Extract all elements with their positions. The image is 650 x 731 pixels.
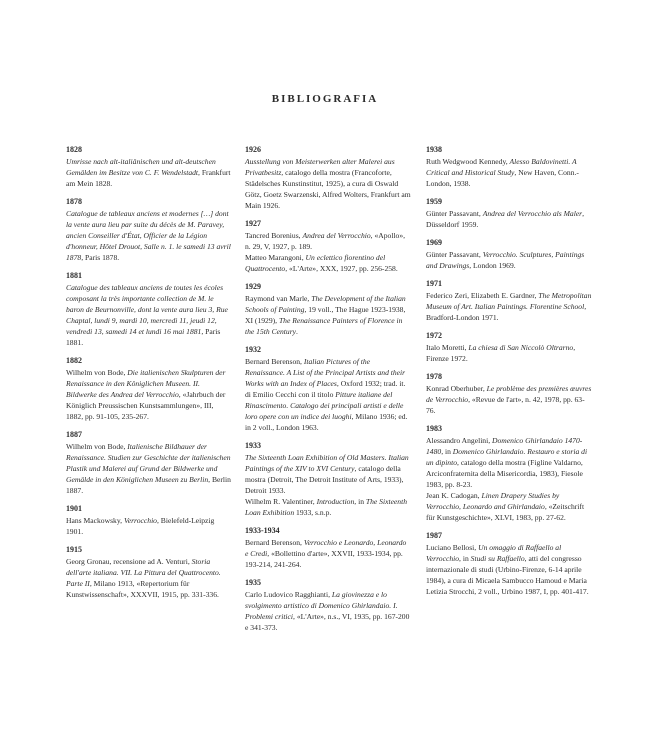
reference-text: [66, 515, 232, 537]
reference-segment: , in: [459, 554, 471, 563]
reference-text: [245, 356, 411, 433]
reference-title: The Renaissance Painters of Florence in the 15th Century: [245, 316, 403, 336]
bibliography-entry: [426, 372, 592, 416]
reference-segment: , Firenze 1972.: [426, 343, 576, 363]
entry-year: 1926: [245, 145, 261, 154]
reference-segment: Federico Zeri, Elizabeth E. Gardner,: [426, 291, 539, 300]
reference-segment: Wilhelm von Bode,: [66, 442, 128, 451]
bibliography-entry: [245, 441, 411, 518]
reference-title: Introduction: [316, 497, 355, 506]
reference-segment: , «Bollettino d'arte», XXVII, 1933-1934, pp. 193-214, 241-264.: [245, 549, 403, 569]
reference-title: The Development of the Italian Schools of Painting: [245, 294, 406, 314]
reference-segment: Bernard Berenson,: [245, 538, 304, 547]
reference-segment: 1933, s.n.p.: [294, 508, 332, 517]
reference-text: [66, 556, 232, 600]
reference-title: Andrea del Verrocchio: [302, 231, 371, 240]
reference-title: Domenico Ghirlandaio. Restauro e storia di un dipinto: [426, 447, 588, 467]
reference-text: [426, 208, 592, 230]
reference-title: Andrea del Verrocchio als Maler: [482, 209, 583, 218]
bibliography-entry: [66, 145, 232, 189]
reference-segment: , «Zeitschrift für Kunstgeschichte», XLVI, 1983, pp. 27-62.: [426, 502, 585, 522]
reference-title: The Sixteenth Loan Exhibition of Old Masters. Italian Paintings of the XIV to XVI Century: [245, 453, 409, 473]
reference-segment: , Milano 1936; ed. in 2 voll., London 1963.: [245, 412, 408, 432]
entry-year: 1932: [245, 345, 261, 354]
reference-segment: , London 1969.: [469, 261, 516, 270]
bibliography-entry: [66, 504, 232, 537]
reference-segment: Alessandro Angelini,: [426, 436, 493, 445]
bibliography-column-2: [245, 145, 411, 641]
reference-text: [245, 537, 411, 570]
bibliography-entry: [66, 197, 232, 263]
entry-year: 1927: [245, 219, 261, 228]
reference-segment: Luciano Bellosi,: [426, 543, 479, 552]
entry-year: 1828: [66, 145, 82, 154]
reference-title: Catalogue de tableaux anciens et modernes […] dont la vente aura lieu par suite du décès de M. Paravey, ancien Conseiller d'État, Officier de la Légion d'honneur, Hôtel Drouot, Salle n. 1. le samedi 13 avril 1878: [66, 209, 231, 262]
reference-segment: , «Jahrbuch der Königlich Preussischen Kunstsammlungen», III, 1882, pp. 91-105, 235-267.: [66, 390, 226, 421]
reference-text: [426, 156, 592, 189]
reference-title: Umrisse nach alt-italiänischen und alt-deutschen Gemälden im Besitze von C. F. Wendelstadt: [66, 157, 216, 177]
bibliography-entry: [66, 430, 232, 496]
bibliography-column-3: [426, 145, 592, 605]
reference-segment: Wilhelm R. Valentiner,: [245, 497, 317, 506]
reference-segment: , Paris 1878.: [81, 253, 120, 262]
reference-text: [426, 383, 592, 416]
entry-year: 1969: [426, 238, 442, 247]
reference-text: [66, 156, 232, 189]
entry-year: 1878: [66, 197, 82, 206]
reference-title: Italienische Bildhauer der Renaissance. Studien zur Geschichte der italienischen Plastik und Malerei auf Grund der Bildwerke und Gemälde in den Königlichen Museen zu Berlin: [66, 442, 231, 484]
reference-text: [245, 230, 411, 252]
reference-segment: , 19 voll., The Hague 1923-1938, XI (1929),: [245, 305, 406, 325]
reference-segment: Günter Passavant,: [426, 209, 483, 218]
bibliography-entry: [426, 331, 592, 364]
reference-text: [245, 589, 411, 633]
reference-segment: , in: [354, 497, 366, 506]
entry-year: 1978: [426, 372, 442, 381]
reference-title: Un omaggio di Raffaello al Verrocchio: [426, 543, 562, 563]
reference-text: [426, 290, 592, 323]
bibliography-entry: [245, 282, 411, 337]
bibliography-entry: [426, 197, 592, 230]
entry-year: 1901: [66, 504, 82, 513]
entry-year: 1915: [66, 545, 82, 554]
entry-year: 1972: [426, 331, 442, 340]
bibliography-entry: [245, 219, 411, 274]
reference-segment: , «Revue de l'art», n. 42, 1978, pp. 63-76.: [426, 395, 585, 415]
reference-text: [66, 441, 232, 496]
bibliography-entry: [245, 578, 411, 633]
reference-text: [245, 156, 411, 211]
entry-year: 1983: [426, 424, 442, 433]
reference-title: La chiesa di San Niccolò Oltrarno: [468, 343, 574, 352]
bibliography-entry: [245, 145, 411, 211]
reference-segment: , Milano 1913, «Repertorium für Kunstwissenschaft», XXXVII, 1915, pp. 331-336.: [66, 579, 219, 599]
reference-segment: Matteo Marangoni,: [245, 253, 306, 262]
page-title: BIBLIOGRAFIA: [271, 93, 379, 105]
reference-segment: , in: [441, 447, 453, 456]
reference-segment: Tancred Borenius,: [245, 231, 303, 240]
reference-segment: , «Apollo», n. 29, V, 1927, p. 189.: [245, 231, 406, 251]
reference-text: [66, 208, 232, 263]
bibliography-entry: [426, 531, 592, 597]
entry-year: 1971: [426, 279, 442, 288]
reference-segment: Ruth Wedgwood Kennedy,: [426, 157, 510, 166]
reference-segment: Jean K. Cadogan,: [426, 491, 482, 500]
bibliography-entry: [426, 279, 592, 323]
reference-text: [426, 435, 592, 490]
reference-segment: , atti del congresso internazionale di studi (Urbino-Firenze, 6-14 aprile 1984), a cura di Micaela Sambucco Hamoud e Maria Letizia Strocchi, 2 voll., Urbino 1987, I, pp. 401-417.: [426, 554, 589, 596]
reference-title: Pitture italiane del Rinascimento. Catalogo dei principali artisti e delle loro opere con un indice dei luoghi: [245, 390, 404, 421]
entry-year: 1959: [426, 197, 442, 206]
reference-segment: Georg Gronau, recensione ad A. Venturi,: [66, 557, 192, 566]
reference-segment: Italo Moretti,: [426, 343, 469, 352]
reference-title: Linen Drapery Studies by Verrocchio, Leonardo and Ghirlandaio: [426, 491, 560, 511]
reference-text: [426, 249, 592, 271]
entry-year: 1929: [245, 282, 261, 291]
entry-year: 1933-1934: [245, 526, 280, 535]
entry-year: 1882: [66, 356, 82, 365]
reference-text: [426, 490, 592, 523]
reference-text: [66, 367, 232, 422]
entry-year: 1987: [426, 531, 442, 540]
reference-title: Le problème des premières œuvres de Verrocchio: [426, 384, 592, 404]
reference-segment: Hans Mackowsky,: [66, 516, 124, 525]
reference-segment: , Bielefeld-Leipzig 1901.: [66, 516, 215, 536]
reference-segment: , Oxford 1932; trad. it. di Emilio Cecchi con il titolo: [245, 379, 406, 399]
entry-year: 1881: [66, 271, 82, 280]
reference-text: [66, 282, 232, 348]
reference-text: [245, 452, 411, 496]
reference-title: Verrocchio: [123, 516, 157, 525]
bibliography-entry: [66, 356, 232, 422]
reference-segment: , Berlin 1887.: [66, 475, 231, 495]
reference-title: Italian Pictures of the Renaissance. A List of the Principal Artists and their Works with an Index of Places: [245, 357, 406, 388]
reference-title: Verrocchio. Sculptures, Paintings and Drawings: [426, 250, 585, 270]
reference-title: The Sixteenth Loan Exhibition: [245, 497, 408, 517]
reference-title: Die italienischen Skulpturen der Renaissance in den Königlichen Museen. II. Bildwerke des Andrea del Verrocchio: [66, 368, 226, 399]
reference-text: [426, 542, 592, 597]
reference-title: La giovinezza e lo svolgimento artistico di Domenico Ghirlandaio. I. Problemi critici: [245, 590, 398, 621]
reference-text: [426, 342, 592, 364]
reference-segment: , New Haven, Conn.-London, 1938.: [426, 168, 579, 188]
reference-segment: , «L'Arte», XXX, 1927, pp. 256-258.: [285, 264, 398, 273]
entry-year: 1935: [245, 578, 261, 587]
reference-title: Storia dell'arte italiana. VII. La Pittura del Quattrocento. Parte II: [66, 557, 221, 588]
bibliography-entry: [426, 238, 592, 271]
reference-segment: Raymond van Marle,: [245, 294, 312, 303]
reference-segment: Wilhelm von Bode,: [66, 368, 128, 377]
entry-year: 1933: [245, 441, 261, 450]
reference-segment: Konrad Oberhuber,: [426, 384, 487, 393]
reference-segment: , Düsseldorf 1959.: [426, 209, 585, 229]
entry-year: 1887: [66, 430, 82, 439]
reference-title: Domenico Ghirlandaio 1470-1480: [426, 436, 583, 456]
reference-text: [245, 293, 411, 337]
reference-title: Ausstellung von Meisterwerken alter Malerei aus Privatbesitz: [245, 157, 395, 177]
reference-title: Alesso Baldovinetti. A Critical and Historical Study: [426, 157, 577, 177]
bibliography-entry: [245, 526, 411, 570]
reference-title: Catalogue des tableaux anciens de toutes les écoles composant la très importante collection de M. le baron de Beurnonville, dont la vente aura lieu 3, Rue Chaptal, lundi 9, mardi 10, mercredi 11, jeudi 12, vendredi 13, samedi 14 et lundi 16 mai 1881: [66, 283, 228, 336]
bibliography-column-1: [66, 145, 232, 608]
reference-segment: , catalogo della mostra (Detroit, The Detroit Institute of Arts, 1933), Detroit 1933.: [245, 464, 404, 495]
bibliography-entry: [245, 345, 411, 433]
reference-title: Un eclettico fiorentino del Quattrocento: [245, 253, 386, 273]
reference-segment: .: [296, 327, 298, 336]
reference-segment: Bernard Berenson,: [245, 357, 304, 366]
bibliography-entry: [426, 424, 592, 523]
reference-segment: , «L'Arte», n.s., VI, 1935, pp. 167-200 e 341-373.: [245, 612, 410, 632]
reference-title: Verrocchio e Leonardo, Leonardo e Credi: [245, 538, 407, 558]
bibliography-entry: [66, 271, 232, 348]
reference-segment: , Bradford-London 1971.: [426, 302, 587, 322]
reference-segment: Carlo Ludovico Ragghianti,: [245, 590, 332, 599]
reference-text: [245, 496, 411, 518]
bibliography-entry: [426, 145, 592, 189]
reference-segment: Günter Passavant,: [426, 250, 483, 259]
reference-segment: , Paris 1881.: [66, 327, 221, 347]
bibliography-entry: [66, 545, 232, 600]
reference-segment: , catalogo della mostra (Francoforte, Städelsches Kunstinstitut, 1925), a cura di Oswald Götz, Goetz Swarzenski, Alfred Wolters, Frankfurt am Main 1926.: [245, 168, 411, 210]
entry-year: 1938: [426, 145, 442, 154]
reference-segment: , catalogo della mostra (Figline Valdarno, Arciconfraternita della Misericordia, 1983), Fiesole 1983, pp. 8-23.: [426, 458, 583, 489]
reference-title: The Metropolitan Museum of Art. Italian Paintings. Florentine School: [426, 291, 592, 311]
reference-segment: , Frankfurt am Mein 1828.: [66, 168, 231, 188]
reference-title: Studi su Raffaello: [470, 554, 525, 563]
reference-text: [245, 252, 411, 274]
